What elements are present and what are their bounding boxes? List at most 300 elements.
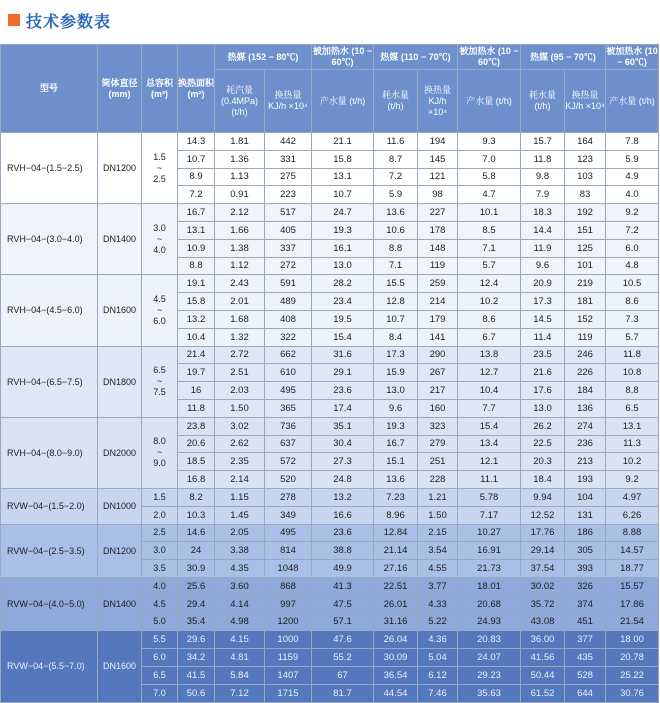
value-cell: 1.36 — [215, 150, 265, 168]
value-cell: 2.12 — [215, 204, 265, 222]
value-cell: 8.6 — [458, 310, 521, 328]
value-cell: 16.91 — [458, 542, 521, 560]
value-cell: 2.15 — [418, 524, 458, 542]
value-cell: 7.3 — [606, 310, 659, 328]
value-cell: 3.77 — [418, 577, 458, 595]
value-cell: 374 — [565, 595, 606, 613]
value-cell: 10.4 — [458, 382, 521, 400]
value-cell: 44.54 — [374, 684, 418, 702]
value-cell: 4.8 — [606, 257, 659, 275]
value-cell: 41.5 — [178, 666, 215, 684]
value-cell: 4.55 — [418, 560, 458, 578]
value-cell: 408 — [265, 310, 312, 328]
value-cell: 13.1 — [178, 221, 215, 239]
value-cell: 8.7 — [374, 150, 418, 168]
value-cell: 101 — [565, 257, 606, 275]
value-cell: 16.7 — [178, 204, 215, 222]
value-cell: 27.16 — [374, 560, 418, 578]
value-cell: 17.6 — [521, 382, 565, 400]
value-cell: 25.22 — [606, 666, 659, 684]
value-cell: 12.7 — [458, 364, 521, 382]
value-cell: 121 — [418, 168, 458, 186]
value-cell: 8.4 — [374, 328, 418, 346]
value-cell: 81.7 — [312, 684, 374, 702]
value-cell: 26.2 — [521, 417, 565, 435]
value-cell: 151 — [565, 221, 606, 239]
value-cell: 495 — [265, 382, 312, 400]
value-cell: 13.6 — [374, 204, 418, 222]
value-cell: 1200 — [265, 613, 312, 631]
value-cell: 274 — [565, 417, 606, 435]
value-cell: 4.9 — [606, 168, 659, 186]
value-cell: 7.8 — [606, 133, 659, 151]
value-cell: 213 — [565, 453, 606, 471]
value-cell: 662 — [265, 346, 312, 364]
value-cell: 16 — [178, 382, 215, 400]
value-cell: 98 — [418, 186, 458, 204]
header-prod-2: 产水量 (t/h) — [458, 70, 521, 133]
value-cell: 10.9 — [178, 239, 215, 257]
value-cell: 517 — [265, 204, 312, 222]
value-cell: 236 — [565, 435, 606, 453]
diameter-cell: DN2000 — [98, 417, 142, 488]
value-cell: 520 — [265, 471, 312, 489]
value-cell: 50.6 — [178, 684, 215, 702]
value-cell: 11.8 — [606, 346, 659, 364]
value-cell: 55.2 — [312, 649, 374, 667]
value-cell: 179 — [418, 310, 458, 328]
value-cell: 1.38 — [215, 239, 265, 257]
volume-cell: 3.5 — [142, 560, 178, 578]
value-cell: 123 — [565, 150, 606, 168]
value-cell: 814 — [265, 542, 312, 560]
value-cell: 24.07 — [458, 649, 521, 667]
value-cell: 4.14 — [215, 595, 265, 613]
value-cell: 5.8 — [458, 168, 521, 186]
value-cell: 148 — [418, 239, 458, 257]
value-cell: 20.78 — [606, 649, 659, 667]
value-cell: 10.4 — [178, 328, 215, 346]
value-cell: 2.51 — [215, 364, 265, 382]
value-cell: 19.7 — [178, 364, 215, 382]
page-title-text: 技术参数表 — [26, 13, 112, 31]
value-cell: 6.7 — [458, 328, 521, 346]
volume-cell — [142, 133, 178, 204]
header-group-3: 热媒 (95 − 70℃) — [521, 45, 606, 70]
value-cell: 67 — [312, 666, 374, 684]
volume-cell: 1.5 — [142, 488, 178, 506]
model-cell: RVW−04−(4.0−5.0) — [1, 577, 98, 630]
value-cell: 10.7 — [178, 150, 215, 168]
value-cell: 23.8 — [178, 417, 215, 435]
value-cell: 43.08 — [521, 613, 565, 631]
table-row — [1, 275, 659, 293]
value-cell: 15.1 — [374, 453, 418, 471]
value-cell: 1407 — [265, 666, 312, 684]
value-cell: 9.94 — [521, 488, 565, 506]
value-cell: 5.22 — [418, 613, 458, 631]
volume-value: 6.5 — [153, 365, 166, 376]
value-cell: 57.1 — [312, 613, 374, 631]
header-cons-2: 耗水量 (t/h) — [374, 70, 418, 133]
value-cell: 104 — [565, 488, 606, 506]
value-cell: 219 — [565, 275, 606, 293]
value-cell: 10.27 — [458, 524, 521, 542]
value-cell: 9.6 — [374, 399, 418, 417]
volume-cell — [142, 275, 178, 346]
value-cell: 2.14 — [215, 471, 265, 489]
volume-cell: 7.0 — [142, 684, 178, 702]
value-cell: 9.8 — [521, 168, 565, 186]
value-cell: 27.3 — [312, 453, 374, 471]
value-cell: 30.9 — [178, 560, 215, 578]
table-header — [1, 45, 659, 133]
value-cell: 15.5 — [374, 275, 418, 293]
value-cell: 14.5 — [521, 310, 565, 328]
value-cell: 610 — [265, 364, 312, 382]
value-cell: 5.78 — [458, 488, 521, 506]
value-cell: 7.1 — [458, 239, 521, 257]
value-cell: 18.01 — [458, 577, 521, 595]
value-cell: 7.2 — [374, 168, 418, 186]
value-cell: 13.1 — [312, 168, 374, 186]
value-cell: 13.2 — [312, 488, 374, 506]
value-cell: 8.5 — [458, 221, 521, 239]
value-cell: 47.5 — [312, 595, 374, 613]
value-cell: 3.38 — [215, 542, 265, 560]
value-cell: 10.3 — [178, 506, 215, 524]
model-cell: RVH−04−(8.0−9.0) — [1, 417, 98, 488]
volume-value: 9.0 — [153, 458, 166, 469]
value-cell: 11.4 — [521, 328, 565, 346]
model-cell: RVH−04−(3.0−4.0) — [1, 204, 98, 275]
value-cell: 290 — [418, 346, 458, 364]
model-cell: RVW−04−(1.5−2.0) — [1, 488, 98, 524]
value-cell: 22.51 — [374, 577, 418, 595]
value-cell: 7.2 — [606, 221, 659, 239]
header-group-1: 热媒 (152 − 80℃) — [215, 45, 312, 70]
header-kj-3: 换热量 KJ/h ×10⁴ — [565, 70, 606, 133]
value-cell: 267 — [418, 364, 458, 382]
value-cell: 35.63 — [458, 684, 521, 702]
value-cell: 145 — [418, 150, 458, 168]
value-cell: 10.2 — [606, 453, 659, 471]
value-cell: 125 — [565, 239, 606, 257]
value-cell: 9.2 — [606, 204, 659, 222]
value-cell: 323 — [418, 417, 458, 435]
volume-value: 1.5 — [153, 151, 166, 162]
value-cell: 7.46 — [418, 684, 458, 702]
model-cell: RVH−04−(6.5−7.5) — [1, 346, 98, 417]
value-cell: 29.4 — [178, 595, 215, 613]
value-cell: 435 — [565, 649, 606, 667]
value-cell: 322 — [265, 328, 312, 346]
volume-value: 4.5 — [153, 293, 166, 304]
value-cell: 279 — [418, 435, 458, 453]
header-prod-1: 产水量 (t/h) — [312, 70, 374, 133]
header-steam: 耗汽量 (0.4MPa) (t/h) — [215, 70, 265, 133]
value-cell: 7.12 — [215, 684, 265, 702]
spec-table — [0, 44, 659, 703]
value-cell: 349 — [265, 506, 312, 524]
value-cell: 14.4 — [521, 221, 565, 239]
volume-cell: 6.5 — [142, 666, 178, 684]
table-row — [1, 133, 659, 151]
value-cell: 9.2 — [606, 471, 659, 489]
value-cell: 16.7 — [374, 435, 418, 453]
value-cell: 365 — [265, 399, 312, 417]
value-cell: 6.0 — [606, 239, 659, 257]
value-cell: 10.7 — [312, 186, 374, 204]
value-cell: 13.0 — [374, 382, 418, 400]
value-cell: 19.1 — [178, 275, 215, 293]
value-cell: 14.3 — [178, 133, 215, 151]
value-cell: 11.8 — [178, 399, 215, 417]
value-cell: 103 — [565, 168, 606, 186]
header-group-2: 热媒 (110 − 70℃) — [374, 45, 458, 70]
value-cell: 119 — [565, 328, 606, 346]
value-cell: 0.91 — [215, 186, 265, 204]
value-cell: 2.43 — [215, 275, 265, 293]
value-cell: 5.7 — [458, 257, 521, 275]
value-cell: 13.8 — [458, 346, 521, 364]
value-cell: 8.8 — [374, 239, 418, 257]
value-cell: 7.9 — [521, 186, 565, 204]
value-cell: 6.12 — [418, 666, 458, 684]
value-cell: 29.1 — [312, 364, 374, 382]
value-cell: 24.8 — [312, 471, 374, 489]
value-cell: 14.6 — [178, 524, 215, 542]
value-cell: 12.1 — [458, 453, 521, 471]
value-cell: 13.1 — [606, 417, 659, 435]
value-cell: 37.54 — [521, 560, 565, 578]
value-cell: 4.33 — [418, 595, 458, 613]
value-cell: 23.6 — [312, 382, 374, 400]
value-cell: 11.8 — [521, 150, 565, 168]
model-cell: RVH−04−(1.5−2.5) — [1, 133, 98, 204]
volume-value: 7.5 — [153, 387, 166, 398]
value-cell: 9.3 — [458, 133, 521, 151]
value-cell: 11.6 — [374, 133, 418, 151]
value-cell: 17.76 — [521, 524, 565, 542]
value-cell: 8.2 — [178, 488, 215, 506]
value-cell: 12.52 — [521, 506, 565, 524]
value-cell: 227 — [418, 204, 458, 222]
value-cell: 178 — [418, 221, 458, 239]
value-cell: 4.97 — [606, 488, 659, 506]
table-row — [1, 204, 659, 222]
value-cell: 7.23 — [374, 488, 418, 506]
value-cell: 193 — [565, 471, 606, 489]
value-cell: 23.5 — [521, 346, 565, 364]
value-cell: 29.6 — [178, 631, 215, 649]
volume-cell: 3.0 — [142, 542, 178, 560]
value-cell: 4.36 — [418, 631, 458, 649]
value-cell: 5.7 — [606, 328, 659, 346]
value-cell: 18.5 — [178, 453, 215, 471]
value-cell: 18.00 — [606, 631, 659, 649]
value-cell: 377 — [565, 631, 606, 649]
value-cell: 22.5 — [521, 435, 565, 453]
value-cell: 47.6 — [312, 631, 374, 649]
value-cell: 131 — [565, 506, 606, 524]
value-cell: 7.0 — [458, 150, 521, 168]
value-cell: 15.4 — [458, 417, 521, 435]
value-cell: 2.62 — [215, 435, 265, 453]
value-cell: 15.4 — [312, 328, 374, 346]
value-cell: 21.1 — [312, 133, 374, 151]
value-cell: 12.8 — [374, 293, 418, 311]
value-cell: 12.4 — [458, 275, 521, 293]
header-heated-2: 被加热水 (10 − 60℃) — [458, 45, 521, 70]
value-cell: 152 — [565, 310, 606, 328]
model-cell: RVW−04−(2.5−3.5) — [1, 524, 98, 577]
value-cell: 164 — [565, 133, 606, 151]
value-cell: 13.0 — [521, 399, 565, 417]
value-cell: 10.6 — [374, 221, 418, 239]
table-body — [1, 133, 659, 703]
value-cell: 572 — [265, 453, 312, 471]
volume-value: ~ — [156, 162, 163, 173]
value-cell: 275 — [265, 168, 312, 186]
value-cell: 997 — [265, 595, 312, 613]
value-cell: 528 — [565, 666, 606, 684]
value-cell: 184 — [565, 382, 606, 400]
volume-value: 8.0 — [153, 436, 166, 447]
value-cell: 6.26 — [606, 506, 659, 524]
value-cell: 1.50 — [215, 399, 265, 417]
value-cell: 26.04 — [374, 631, 418, 649]
diameter-cell: DN1000 — [98, 488, 142, 524]
value-cell: 3.54 — [418, 542, 458, 560]
value-cell: 17.86 — [606, 595, 659, 613]
diameter-cell: DN1800 — [98, 346, 142, 417]
value-cell: 214 — [418, 293, 458, 311]
value-cell: 1159 — [265, 649, 312, 667]
value-cell: 4.7 — [458, 186, 521, 204]
value-cell: 1715 — [265, 684, 312, 702]
volume-value: 2.5 — [153, 173, 166, 184]
value-cell: 1.21 — [418, 488, 458, 506]
value-cell: 226 — [565, 364, 606, 382]
value-cell: 17.3 — [374, 346, 418, 364]
volume-value: 6.0 — [153, 315, 166, 326]
volume-cell — [142, 346, 178, 417]
value-cell: 5.9 — [374, 186, 418, 204]
value-cell: 181 — [565, 293, 606, 311]
value-cell: 9.6 — [521, 257, 565, 275]
table-row — [1, 631, 659, 649]
value-cell: 30.02 — [521, 577, 565, 595]
value-cell: 136 — [565, 399, 606, 417]
value-cell: 31.6 — [312, 346, 374, 364]
header-diameter: 筒体直径(mm) — [98, 45, 142, 133]
value-cell: 15.8 — [178, 293, 215, 311]
diameter-cell: DN1200 — [98, 524, 142, 577]
header-prod-3: 产水量 (t/h) — [606, 70, 659, 133]
value-cell: 7.2 — [178, 186, 215, 204]
value-cell: 8.6 — [606, 293, 659, 311]
diameter-cell: DN1400 — [98, 577, 142, 630]
value-cell: 251 — [418, 453, 458, 471]
spec-table-container — [0, 44, 658, 699]
value-cell: 21.54 — [606, 613, 659, 631]
value-cell: 18.3 — [521, 204, 565, 222]
value-cell: 17.4 — [312, 399, 374, 417]
value-cell: 10.7 — [374, 310, 418, 328]
value-cell: 20.3 — [521, 453, 565, 471]
volume-cell: 6.0 — [142, 649, 178, 667]
value-cell: 644 — [565, 684, 606, 702]
value-cell: 29.14 — [521, 542, 565, 560]
value-cell: 16.6 — [312, 506, 374, 524]
value-cell: 18.4 — [521, 471, 565, 489]
value-cell: 186 — [565, 524, 606, 542]
value-cell: 21.73 — [458, 560, 521, 578]
value-cell: 41.3 — [312, 577, 374, 595]
value-cell: 19.5 — [312, 310, 374, 328]
value-cell: 24 — [178, 542, 215, 560]
header-cons-3: 耗水量 (t/h) — [521, 70, 565, 133]
model-cell: RVW−04−(5.5−7.0) — [1, 631, 98, 702]
value-cell: 1.68 — [215, 310, 265, 328]
value-cell: 1.50 — [418, 506, 458, 524]
value-cell: 2.01 — [215, 293, 265, 311]
value-cell: 1.32 — [215, 328, 265, 346]
table-row — [1, 346, 659, 364]
value-cell: 4.35 — [215, 560, 265, 578]
value-cell: 8.9 — [178, 168, 215, 186]
value-cell: 278 — [265, 488, 312, 506]
value-cell: 305 — [565, 542, 606, 560]
value-cell: 8.8 — [178, 257, 215, 275]
value-cell: 19.3 — [374, 417, 418, 435]
value-cell: 326 — [565, 577, 606, 595]
table-row — [1, 524, 659, 542]
value-cell: 192 — [565, 204, 606, 222]
value-cell: 393 — [565, 560, 606, 578]
value-cell: 7.1 — [374, 257, 418, 275]
value-cell: 30.09 — [374, 649, 418, 667]
value-cell: 736 — [265, 417, 312, 435]
value-cell: 21.6 — [521, 364, 565, 382]
value-cell: 2.05 — [215, 524, 265, 542]
value-cell: 20.6 — [178, 435, 215, 453]
header-kj-1: 换热量 KJ/h ×10⁴ — [265, 70, 312, 133]
value-cell: 3.60 — [215, 577, 265, 595]
value-cell: 17.3 — [521, 293, 565, 311]
value-cell: 3.02 — [215, 417, 265, 435]
value-cell: 30.76 — [606, 684, 659, 702]
value-cell: 217 — [418, 382, 458, 400]
value-cell: 8.8 — [606, 382, 659, 400]
value-cell: 18.77 — [606, 560, 659, 578]
diameter-cell: DN1600 — [98, 275, 142, 346]
table-row — [1, 417, 659, 435]
value-cell: 331 — [265, 150, 312, 168]
volume-value: ~ — [156, 304, 163, 315]
value-cell: 1.45 — [215, 506, 265, 524]
header-heated-3: 被加热水 (10 − 60℃) — [606, 45, 659, 70]
value-cell: 1.15 — [215, 488, 265, 506]
value-cell: 35.4 — [178, 613, 215, 631]
value-cell: 38.8 — [312, 542, 374, 560]
value-cell: 36.00 — [521, 631, 565, 649]
value-cell: 13.2 — [178, 310, 215, 328]
value-cell: 15.9 — [374, 364, 418, 382]
value-cell: 868 — [265, 577, 312, 595]
value-cell: 11.9 — [521, 239, 565, 257]
